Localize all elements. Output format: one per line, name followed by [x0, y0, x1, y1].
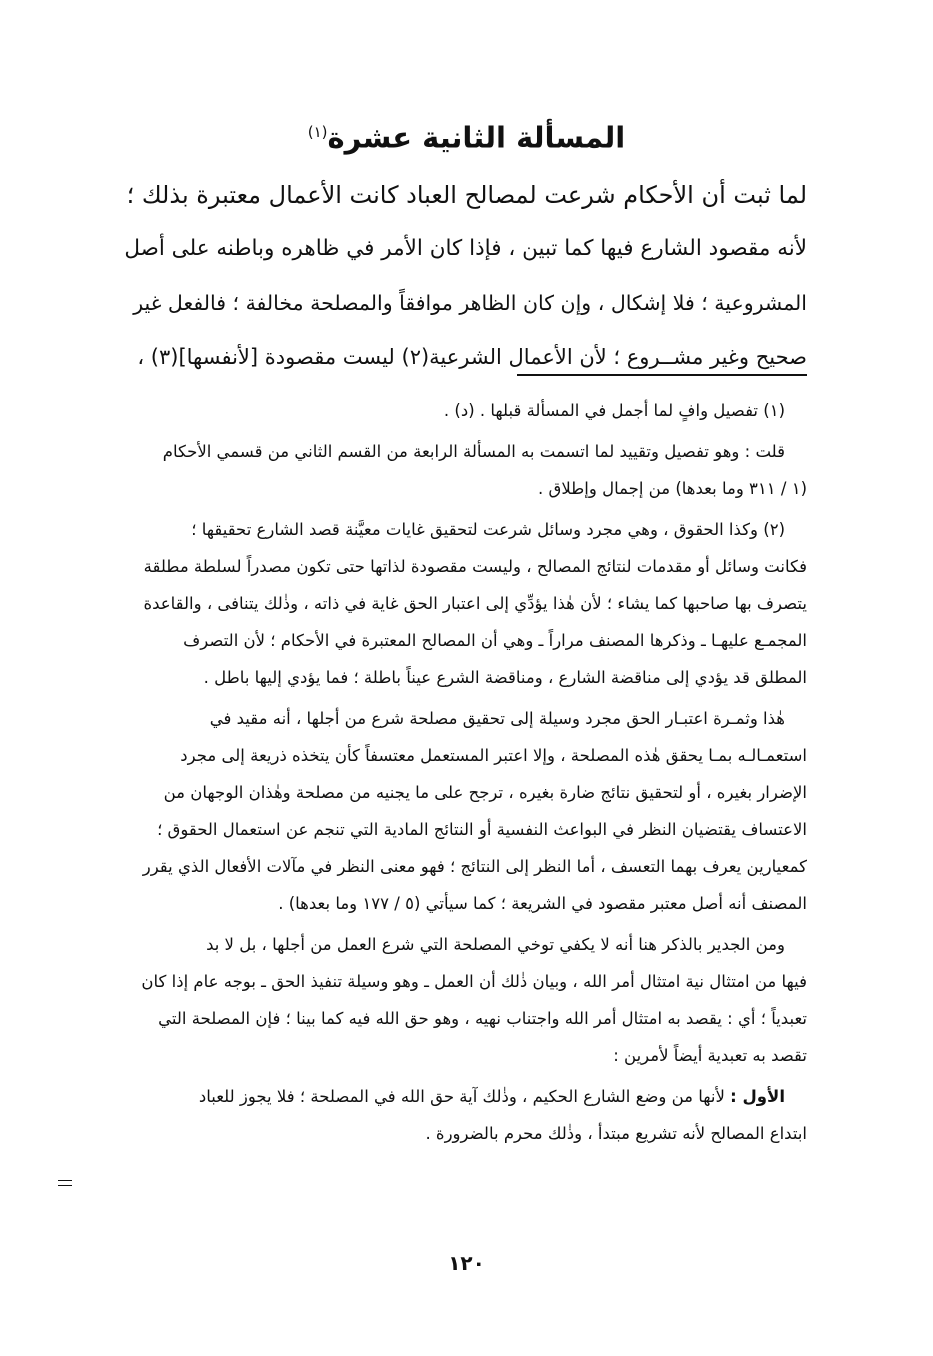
footnote-line: ابتداع المصالح لأنه تشريع مبتدأ ، وذٰلك محرم بالضرورة . [425, 1124, 807, 1143]
first-reason-text: لأنها من وضع الشارع الحكيم ، وذٰلك آية حق الله في المصلحة ؛ فلا يجوز للعباد [198, 1087, 731, 1106]
footnote-line: الإضرار بغيره ، أو لتحقيق نتائج ضارة بغيره ، ترجح على ما يجنيه من مصلحة وهٰذان الوجهان من [163, 783, 807, 802]
footnote-line: فيها من امتثال نية امتثال أمر الله ، وبيان ذٰلك أن العمل ـ وهو وسيلة تنفيذ الحق ـ بوجه عام إذا كان [141, 972, 807, 991]
main-line: لأنه مقصود الشارع فيها كما تبين ، فإذا كان الأمر في ظاهره وباطنه على أصل [124, 236, 807, 261]
first-reason-lead: الأول : [730, 1087, 785, 1106]
margin-equals-mark [58, 1180, 72, 1190]
footnote-line: (١) تفصيل وافٍ لما أجمل في المسألة قبلها . (د) . [443, 401, 785, 420]
footnote-line: فكانت وسائل أو مقدمات لنتائج المصالح ، وليست مقصودة لذاتها حتى تكون مصدراً لسلطة مطلقة [143, 557, 807, 576]
section-title-text: المسألة الثانية عشرة [327, 120, 626, 155]
main-line: لما ثبت أن الأحكام شرعت لمصالح العباد كانت الأعمال معتبرة بذلك ؛ [126, 181, 807, 209]
footnote-line: المصنف أنه أصل معتبر مقصود في الشريعة ؛ كما سيأتي (٥ / ١٧٧ وما بعدها) . [278, 894, 807, 913]
footnote-line: (١ / ٣١١ وما بعدها) من إجمال وإطلاق . [538, 479, 807, 498]
footnote-separator [517, 374, 807, 376]
footnote-line: (٢) وكذا الحقوق ، وهي مجرد وسائل شرعت لتحقيق غايات معيَّنة قصد الشارع تحقيقها ؛ [191, 520, 785, 539]
title-footnote-ref: (١) [307, 123, 328, 141]
main-line: صحيح وغير مشــروع ؛ لأن الأعمال الشرعية(٢) ليست مقصودة [لأنفسها](٣) ، [137, 345, 807, 369]
footnote-line: المطلق قد يؤدي إلى مناقضة الشارع ، ومناقضة الشرع عيناً باطلة ؛ فما يؤدي إليها باطل . [203, 668, 807, 687]
main-paragraph [124, 168, 807, 384]
footnote-line: المجمـع عليهـا ـ وذكرها المصنف مراراً ـ وهي أن المصالح المعتبرة في الأحكام ؛ لأن التصرف [183, 631, 807, 650]
footnote-line: تقصد به تعبدية أيضاً لأمرين : [613, 1046, 807, 1065]
page-number: ١٢٠ [448, 1251, 485, 1275]
footnotes-block [124, 392, 807, 1152]
footnote-line: هٰذا وثمـرة اعتبـار الحق مجرد وسيلة إلى تحقيق مصلحة شرع من أجلها ، أنه مقيد في [209, 709, 785, 728]
footnote-line: الاعتساف يقتضيان النظر في البواعث النفسية أو النتائج المادية التي تنجم عن استعمال الحقوق ؛ [157, 820, 807, 839]
section-title [0, 108, 933, 162]
footnote-line: تعبدياً ؛ أي : يقصد به امتثال أمر الله واجتناب نهيه ، وهو حق الله فيه كما بينا ؛ فإن المصلحة التي [158, 1009, 807, 1028]
footnote-line: استعمـالـه بمـا يحقق هٰذه المصلحة ، وإلا اعتبر المستعمل معتسفاً كأن يتخذه ذريعة إلى مجرد [180, 746, 807, 765]
footnote-line: كمعيارين يعرف بهما التعسف ، أما النظر إلى النتائج ؛ فهو معنى النظر في مآلات الأفعال الذي يقرر [142, 857, 807, 876]
footnote-line: يتصرف بها صاحبها كما يشاء ؛ لأن هٰذا يؤدِّي إلى اعتبار الحق غاية في ذاته ، وذٰلك يتنافى ، والقاعدة [143, 594, 807, 613]
footnote-line [124, 1078, 807, 1115]
main-line: المشروعية ؛ فلا إشكال ، وإن كان الظاهر موافقاً والمصلحة مخالفة ؛ فالفعل غير [133, 291, 807, 315]
footnote-line: قلت : وهو تفصيل وتقييد لما اتسمت به المسألة الرابعة من القسم الثاني من قسمي الأحكام [162, 442, 785, 461]
footnote-line: ومن الجدير بالذكر هنا أنه لا يكفي توخي المصلحة التي شرع العمل من أجلها ، بل لا بد [206, 935, 785, 954]
